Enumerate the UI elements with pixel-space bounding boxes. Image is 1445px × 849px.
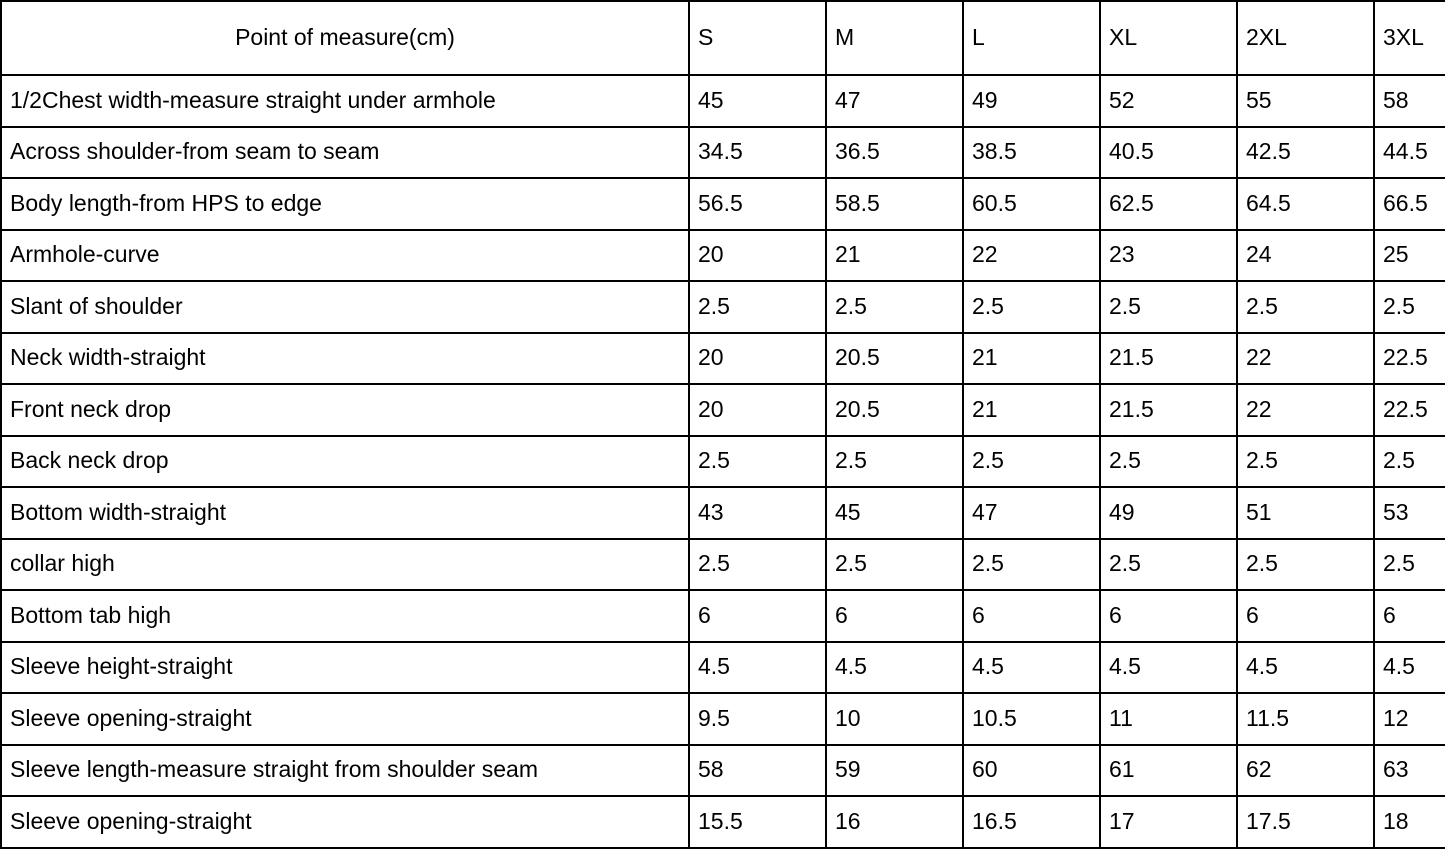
measurement-value: 21 xyxy=(826,230,963,282)
measurement-value: 38.5 xyxy=(963,127,1100,179)
measurement-value: 22 xyxy=(1237,384,1374,436)
measurement-value: 15.5 xyxy=(689,796,826,848)
measurement-value: 2.5 xyxy=(826,539,963,591)
measurement-label: Bottom tab high xyxy=(1,590,689,642)
measurement-value: 58 xyxy=(689,745,826,797)
header-size-3xl: 3XL xyxy=(1374,1,1445,75)
measurement-label: Body length-from HPS to edge xyxy=(1,178,689,230)
measurement-value: 10 xyxy=(826,693,963,745)
measurement-label: Across shoulder-from seam to seam xyxy=(1,127,689,179)
measurement-value: 58.5 xyxy=(826,178,963,230)
table-row xyxy=(1,642,1445,694)
measurement-value: 2.5 xyxy=(826,281,963,333)
measurement-label: Sleeve height-straight xyxy=(1,642,689,694)
table-row xyxy=(1,796,1445,848)
measurement-value: 21.5 xyxy=(1100,384,1237,436)
measurement-value: 56.5 xyxy=(689,178,826,230)
measurement-value: 61 xyxy=(1100,745,1237,797)
measurement-value: 21 xyxy=(963,333,1100,385)
measurement-label: Sleeve opening-straight xyxy=(1,693,689,745)
measurement-value: 51 xyxy=(1237,487,1374,539)
measurement-value: 12 xyxy=(1374,693,1445,745)
measurement-value: 4.5 xyxy=(963,642,1100,694)
measurement-value: 62.5 xyxy=(1100,178,1237,230)
table-row xyxy=(1,230,1445,282)
measurement-value: 47 xyxy=(963,487,1100,539)
measurement-value: 62 xyxy=(1237,745,1374,797)
measurement-value: 4.5 xyxy=(1100,642,1237,694)
header-size-l: L xyxy=(963,1,1100,75)
measurement-value: 43 xyxy=(689,487,826,539)
measurement-value: 2.5 xyxy=(1237,436,1374,488)
measurement-value: 34.5 xyxy=(689,127,826,179)
measurement-value: 6 xyxy=(1237,590,1374,642)
measurement-value: 49 xyxy=(1100,487,1237,539)
table-row xyxy=(1,178,1445,230)
table-row xyxy=(1,333,1445,385)
measurement-value: 9.5 xyxy=(689,693,826,745)
measurement-value: 58 xyxy=(1374,75,1445,127)
table-row xyxy=(1,487,1445,539)
measurement-value: 18 xyxy=(1374,796,1445,848)
measurement-value: 11.5 xyxy=(1237,693,1374,745)
measurement-value: 52 xyxy=(1100,75,1237,127)
measurement-value: 21.5 xyxy=(1100,333,1237,385)
measurement-value: 45 xyxy=(689,75,826,127)
header-size-m: M xyxy=(826,1,963,75)
measurement-value: 4.5 xyxy=(689,642,826,694)
measurement-value: 59 xyxy=(826,745,963,797)
header-size-xl: XL xyxy=(1100,1,1237,75)
measurement-value: 22.5 xyxy=(1374,333,1445,385)
measurement-value: 66.5 xyxy=(1374,178,1445,230)
measurement-value: 23 xyxy=(1100,230,1237,282)
measurement-value: 6 xyxy=(689,590,826,642)
measurement-value: 4.5 xyxy=(826,642,963,694)
table-row xyxy=(1,590,1445,642)
measurement-value: 20 xyxy=(689,230,826,282)
measurement-value: 60 xyxy=(963,745,1100,797)
measurement-value: 44.5 xyxy=(1374,127,1445,179)
table-row xyxy=(1,745,1445,797)
measurement-value: 20 xyxy=(689,384,826,436)
measurement-value: 40.5 xyxy=(1100,127,1237,179)
header-size-2xl: 2XL xyxy=(1237,1,1374,75)
measurement-value: 6 xyxy=(1374,590,1445,642)
table-row xyxy=(1,75,1445,127)
measurement-value: 49 xyxy=(963,75,1100,127)
measurement-value: 25 xyxy=(1374,230,1445,282)
measurement-value: 16 xyxy=(826,796,963,848)
measurement-value: 2.5 xyxy=(1100,539,1237,591)
measurement-value: 20.5 xyxy=(826,384,963,436)
measurement-value: 36.5 xyxy=(826,127,963,179)
measurement-label: Sleeve length-measure straight from shoulder seam xyxy=(1,745,689,797)
table-row xyxy=(1,127,1445,179)
measurement-label: collar high xyxy=(1,539,689,591)
measurement-value: 20 xyxy=(689,333,826,385)
measurement-label: Sleeve opening-straight xyxy=(1,796,689,848)
measurement-value: 16.5 xyxy=(963,796,1100,848)
measurement-value: 17.5 xyxy=(1237,796,1374,848)
measurement-value: 6 xyxy=(826,590,963,642)
measurement-value: 22 xyxy=(1237,333,1374,385)
measurement-value: 2.5 xyxy=(1100,436,1237,488)
measurement-value: 20.5 xyxy=(826,333,963,385)
measurement-value: 22.5 xyxy=(1374,384,1445,436)
header-point-of-measure: Point of measure(cm) xyxy=(1,1,689,75)
measurement-value: 2.5 xyxy=(1237,539,1374,591)
measurement-label: Armhole-curve xyxy=(1,230,689,282)
measurement-value: 2.5 xyxy=(689,539,826,591)
measurement-value: 64.5 xyxy=(1237,178,1374,230)
measurement-value: 55 xyxy=(1237,75,1374,127)
measurement-label: Slant of shoulder xyxy=(1,281,689,333)
measurement-value: 2.5 xyxy=(826,436,963,488)
measurement-value: 2.5 xyxy=(1374,436,1445,488)
measurement-value: 6 xyxy=(1100,590,1237,642)
measurement-label: Back neck drop xyxy=(1,436,689,488)
measurement-value: 53 xyxy=(1374,487,1445,539)
measurement-value: 11 xyxy=(1100,693,1237,745)
measurement-value: 2.5 xyxy=(1100,281,1237,333)
table-row xyxy=(1,281,1445,333)
measurement-value: 47 xyxy=(826,75,963,127)
measurement-value: 17 xyxy=(1100,796,1237,848)
measurement-value: 6 xyxy=(963,590,1100,642)
measurement-value: 2.5 xyxy=(1374,539,1445,591)
measurement-value: 2.5 xyxy=(1374,281,1445,333)
measurement-value: 4.5 xyxy=(1374,642,1445,694)
table-header-row xyxy=(1,1,1445,75)
measurement-value: 63 xyxy=(1374,745,1445,797)
measurement-value: 21 xyxy=(963,384,1100,436)
table-row xyxy=(1,693,1445,745)
measurement-value: 2.5 xyxy=(963,436,1100,488)
measurement-value: 24 xyxy=(1237,230,1374,282)
measurement-label: Bottom width-straight xyxy=(1,487,689,539)
measurement-value: 2.5 xyxy=(1237,281,1374,333)
table-row xyxy=(1,384,1445,436)
measurement-label: 1/2Chest width-measure straight under armhole xyxy=(1,75,689,127)
table-row xyxy=(1,539,1445,591)
measurement-value: 42.5 xyxy=(1237,127,1374,179)
measurement-value: 4.5 xyxy=(1237,642,1374,694)
measurement-value: 10.5 xyxy=(963,693,1100,745)
measurement-value: 2.5 xyxy=(963,281,1100,333)
table-body xyxy=(1,1,1445,848)
measurement-value: 2.5 xyxy=(689,281,826,333)
measurement-value: 2.5 xyxy=(963,539,1100,591)
measurement-value: 45 xyxy=(826,487,963,539)
measurement-value: 22 xyxy=(963,230,1100,282)
measurement-label: Neck width-straight xyxy=(1,333,689,385)
table-row xyxy=(1,436,1445,488)
measurement-label: Front neck drop xyxy=(1,384,689,436)
header-size-s: S xyxy=(689,1,826,75)
measurement-value: 60.5 xyxy=(963,178,1100,230)
measurement-value: 2.5 xyxy=(689,436,826,488)
